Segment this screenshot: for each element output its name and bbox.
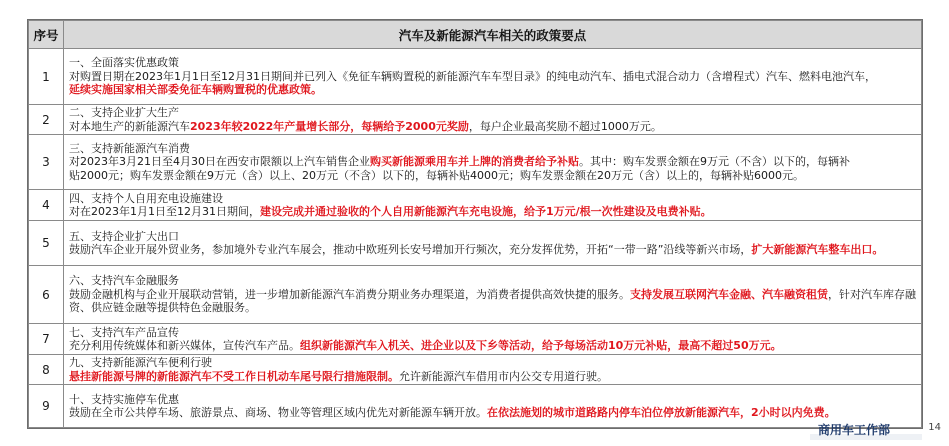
row-number: 8 [29, 355, 64, 385]
table-header-row [29, 21, 922, 49]
table-row [29, 190, 922, 221]
body-text: ，针对汽车库存融资、供应链金融等提供特色金融服务。 [69, 287, 916, 315]
table-row [29, 105, 922, 135]
table-row [29, 266, 922, 324]
highlight-text: 扩大新能源汽车整车出口。 [751, 243, 884, 257]
table-row [29, 324, 922, 355]
policy-line [69, 169, 916, 183]
body-text: 四、支持个人自用充电设施建设 [69, 191, 223, 205]
header-num: 序号 [29, 21, 64, 49]
body-text: 贴2000元；购车发票金额在9万元（含）以上、20万元（不含）以下的，每辆补贴4000元；购车发票金额在20万元（含）以上的，每辆补贴6000元。 [69, 168, 804, 182]
policy-text [64, 221, 922, 266]
body-text: 六、支持汽车金融服务 [69, 274, 179, 288]
policy-heading [69, 142, 916, 156]
highlight-text: 延续实施国家相关部委免征车辆购置税的优惠政策。 [69, 83, 322, 97]
row-number: 3 [29, 135, 64, 190]
body-text: 对购置日期在2023年1月1日至12月31日期间并已列入《免征车辆购置税的新能源汽车车型目录》的纯电动汽车、插电式混合动力（含增程式）汽车、燃料电池汽车， [69, 69, 876, 83]
policy-text [64, 324, 922, 355]
policy-line [69, 205, 916, 219]
policy-heading [69, 393, 916, 407]
policy-text [64, 190, 922, 221]
policy-heading [69, 56, 916, 70]
highlight-text: 悬挂新能源号牌的新能源汽车不受工作日机动车尾号限行措施限制。 [69, 369, 399, 383]
policy-line [69, 243, 916, 257]
policy-text [64, 385, 922, 428]
row-number: 6 [29, 266, 64, 324]
body-text: 十、支持实施停车优惠 [69, 392, 179, 406]
footer-brand: 商用车工作部 [818, 423, 891, 437]
body-text: 鼓励在全市公共停车场、旅游景点、商场、物业等管理区域内优先对新能源车辆开放。 [69, 406, 487, 420]
row-number: 2 [29, 105, 64, 135]
policy-heading [69, 356, 916, 370]
highlight-text: 组织新能源汽车入机关、进企业以及下乡等活动，给予每场活动10万元补贴，最高不超过50万元。 [300, 339, 782, 353]
policy-line [69, 83, 916, 97]
body-text: 。其中：购车发票金额在9万元（不含）以下的，每辆补 [578, 155, 850, 169]
page-number: 14 [928, 422, 941, 433]
policy-line [69, 370, 916, 384]
row-number: 7 [29, 324, 64, 355]
highlight-text: 2023年较2022年产量增长部分，每辆给予2000元奖励 [190, 119, 469, 133]
row-number: 9 [29, 385, 64, 428]
row-number: 4 [29, 190, 64, 221]
body-text: 对在2023年1月1日至12月31日期间， [69, 205, 260, 219]
policy-heading [69, 192, 916, 206]
body-text: 对本地生产的新能源汽车 [69, 119, 190, 133]
policy-line [69, 155, 916, 169]
body-text: 三、支持新能源汽车消费 [69, 141, 190, 155]
policy-line [69, 288, 916, 315]
body-text: 对2023年3月21日至4月30日在西安市限额以上汽车销售企业 [69, 155, 370, 169]
table-row [29, 135, 922, 190]
body-text: ，每户企业最高奖励不超过1000万元。 [468, 119, 662, 133]
row-number: 1 [29, 49, 64, 105]
policy-text [64, 135, 922, 190]
highlight-text: 支持发展互联网汽车金融、汽车融资租赁 [630, 287, 828, 301]
body-text: 鼓励汽车企业开展外贸业务，参加境外专业汽车展会，推动中欧班列长安号增加开行频次，充分发挥优势，开拓“一带一路”沿线等新兴市场， [69, 243, 752, 257]
policy-heading [69, 274, 916, 288]
highlight-text: 建设完成并通过验收的个人自用新能源汽车充电设施，给予1万元/根一次性建设及电费补贴。 [260, 205, 712, 219]
body-text: 二、支持企业扩大生产 [69, 106, 179, 119]
header-title: 汽车及新能源汽车相关的政策要点 [64, 21, 922, 49]
body-text: 鼓励金融机构与企业开展联动营销，进一步增加新能源汽车消费分期业务办理渠道，为消费者提供高效快捷的服务。 [69, 287, 630, 301]
policy-line [69, 406, 916, 420]
policy-text [64, 105, 922, 135]
highlight-text: 购买新能源乘用车并上牌的消费者给予补贴 [369, 155, 579, 169]
policy-table-frame [27, 19, 923, 429]
body-text: 七、支持汽车产品宣传 [69, 325, 179, 339]
policy-text [64, 49, 922, 105]
body-text: 五、支持企业扩大出口 [69, 229, 179, 243]
policy-line [69, 70, 916, 84]
highlight-text: 在依法施划的城市道路路内停车泊位停放新能源汽车，2小时以内免费。 [487, 406, 836, 420]
body-text: 九、支持新能源汽车便利行驶 [69, 356, 212, 370]
row-number: 5 [29, 221, 64, 266]
body-text: 允许新能源汽车借用市内公交专用道行驶。 [399, 369, 608, 383]
policy-heading [69, 106, 916, 120]
table-row [29, 49, 922, 105]
body-text: 充分利用传统媒体和新兴媒体，宣传汽车产品。 [69, 339, 300, 353]
policy-text [64, 355, 922, 385]
policy-heading [69, 326, 916, 340]
table-row [29, 355, 922, 385]
table-row [29, 221, 922, 266]
body-text: 一、全面落实优惠政策 [69, 56, 179, 70]
policy-text [64, 266, 922, 324]
policy-heading [69, 230, 916, 244]
table-body [29, 49, 922, 428]
table-row [29, 385, 922, 428]
policy-line [69, 339, 916, 353]
policy-line [69, 120, 916, 134]
policy-table [28, 20, 922, 428]
